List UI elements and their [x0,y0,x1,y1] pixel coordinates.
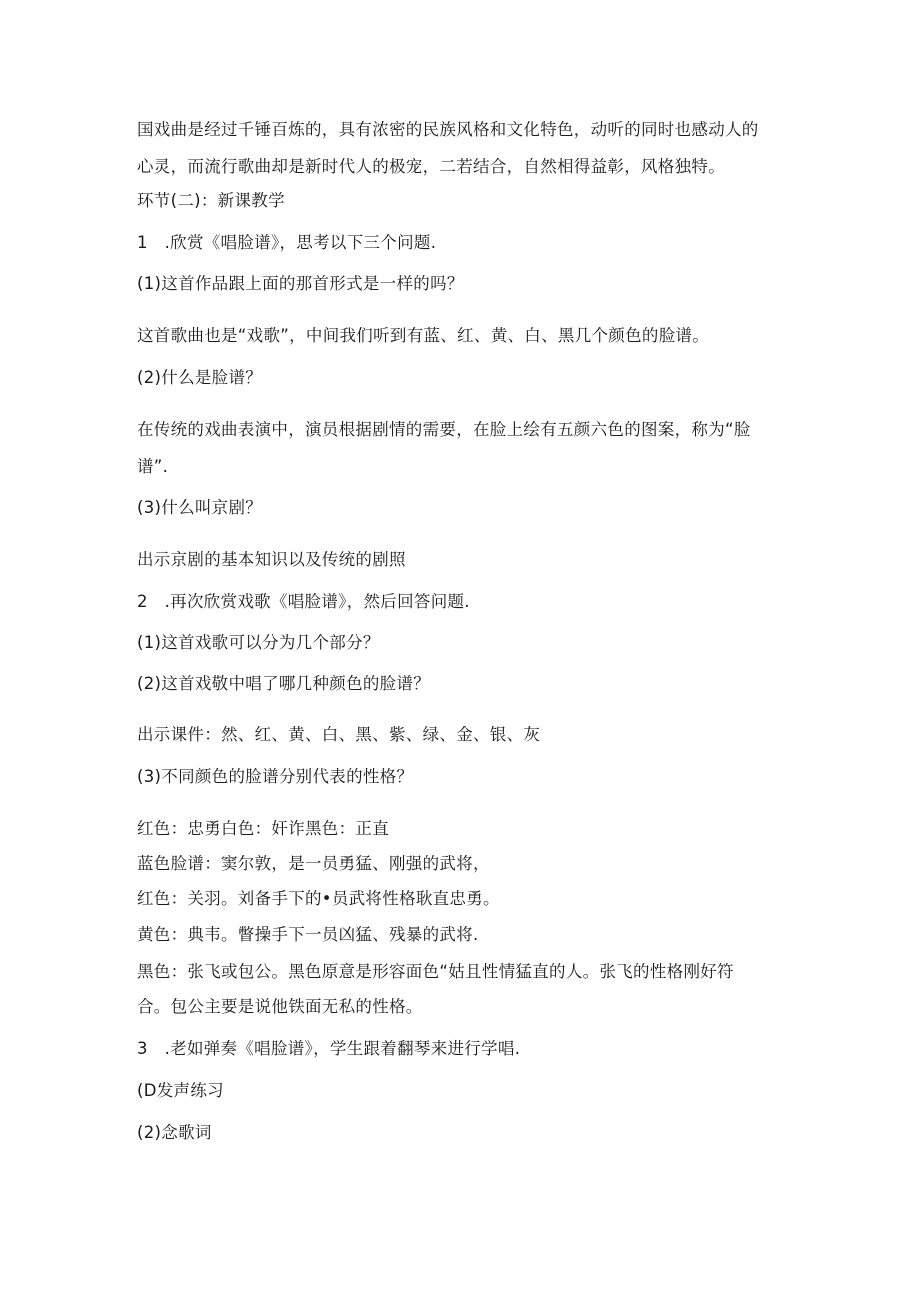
step-2-question-2: (2)这首戏敬中唱了哪几种颜色的脸谱？ [137,674,431,693]
answer-3: 出示京剧的基本知识以及传统的剧照 [137,550,406,569]
answer-1: 这首歌曲也是“戏歌”，中间我们听到有蓝、红、黄、白、黑几个颜色的脸谱。 [137,326,710,345]
answer-2-line-2: 谱”. [137,457,169,476]
question-1: (1)这首作品跟上面的那首形式是一样的吗？ [137,274,464,293]
answer-2-line-1: 在传统的戏曲表演中，演员根据剧情的需要，在脸上绘有五颜六色的图案，称为“脸 [137,420,751,439]
step-2-question-3: (3)不同颜色的脸谱分别代表的性格？ [137,767,414,786]
black-mask-description-line-1: 黑色：张飞或包公。黑色原意是形容面色“姑且性情猛直的人。张飞的性格刚好符 [137,962,734,981]
step-3-item-1: (D发声练习 [137,1081,224,1100]
courseware-colors: 出示课件：然、红、黄、白、黑、紫、绿、金、银、灰 [137,725,541,744]
paragraph-intro-line-2: 心灵，而流行歌曲却是新时代人的极宠，二若结合，自然相得益彰，风格独特。 [137,157,725,176]
step-3-item-2: (2)念歌词 [137,1123,212,1142]
step-2-heading: 2 .再次欣赏戏歌《唱脸谱》，然后回答问题. [137,592,470,611]
question-3: (3)什么叫京剧？ [137,498,263,517]
yellow-mask-description: 黄色：典韦。瞥操手下一员凶猛、残暴的武将. [137,925,479,944]
paragraph-intro-line-1: 国戏曲是经过千锤百炼的，具有浓密的民族风格和文化特色，动听的同时也感动人的 [137,120,759,139]
question-2: (2)什么是脸谱？ [137,368,263,387]
section-heading: 环节(二)：新课教学 [137,191,285,210]
color-meanings: 红色：忠勇白色：奸诈黑色：正直 [137,819,389,838]
black-mask-description-line-2: 合。包公主要是说他铁面无私的性格。 [137,997,423,1016]
blue-mask-description: 蓝色脸谱：窦尔敦，是一员勇猛、刚强的武将， [137,854,490,873]
step-2-question-1: (1)这首戏歌可以分为几个部分？ [137,633,380,652]
red-mask-description: 红色：关羽。刘备手下的•员武将性格耿直忠勇。 [137,889,500,908]
step-3-heading: 3 .老如弹奏《唱脸谱》，学生跟着翻琴来进行学唱. [137,1039,521,1058]
step-1-heading: 1 .欣赏《唱脸谱》，思考以下三个问题. [137,233,437,252]
